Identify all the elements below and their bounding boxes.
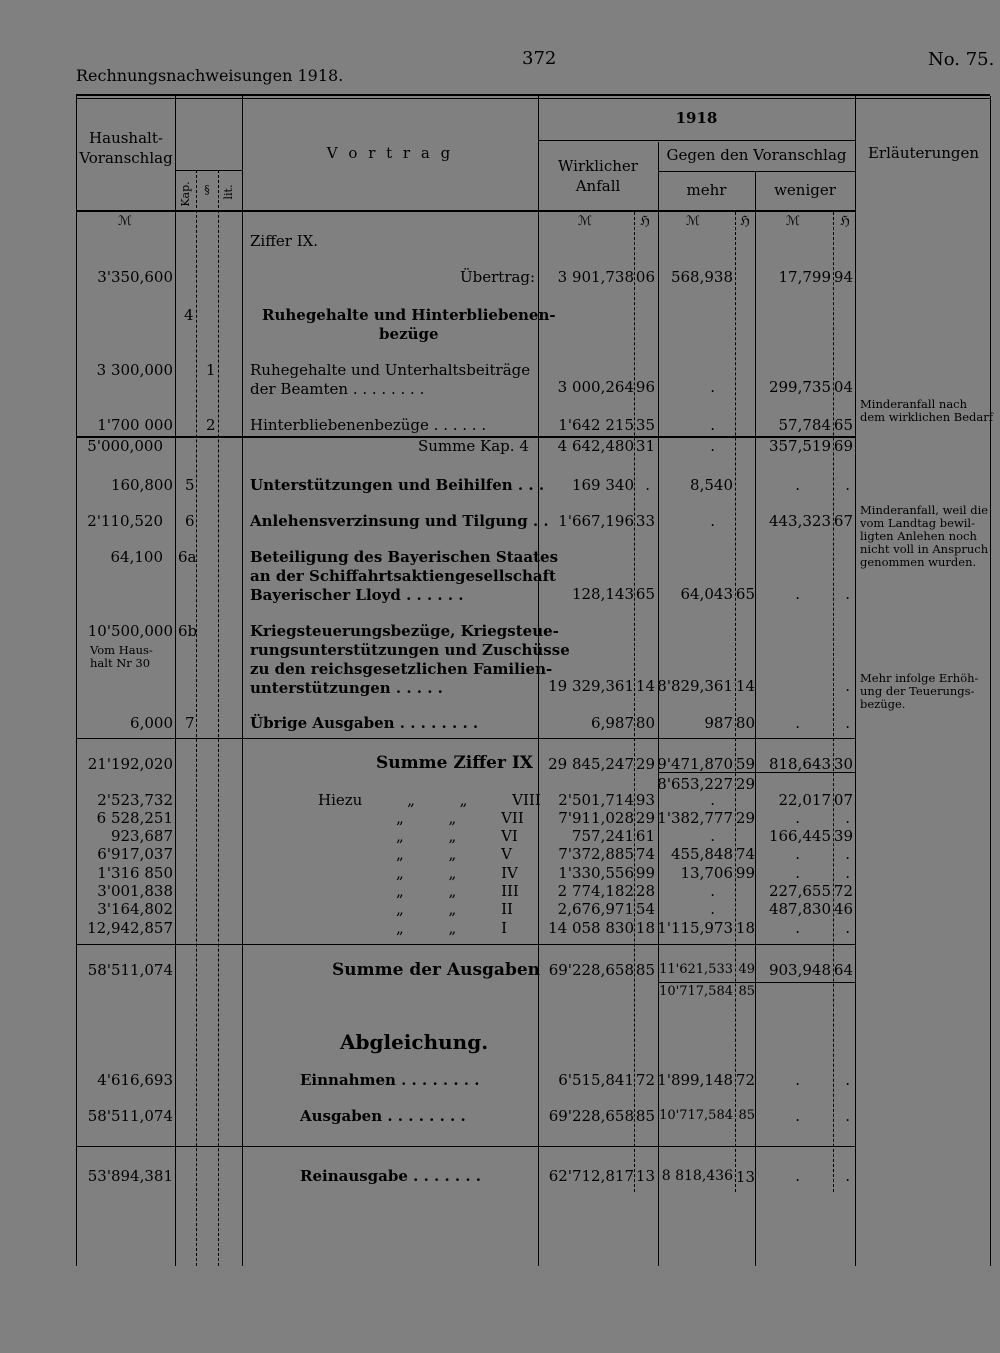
row-einnahmen-wap: 72 [635, 1071, 655, 1089]
row-ii-wap: 54 [635, 900, 655, 918]
document-number: No. 75. [928, 49, 995, 70]
row-ruhe2-par: 2 [206, 416, 216, 434]
row-reinausgabe-wap: 13 [635, 1167, 655, 1185]
row-ruhe-head-kap: 4 [184, 306, 194, 324]
row-summe-ausgaben-text: Summe der Ausgaben [332, 960, 541, 980]
row-ruhe2-mehr: . [710, 416, 715, 434]
row-reinausgabe-mehr: 8 818,436 [661, 1168, 733, 1184]
row-iv-wap: 99 [635, 864, 655, 882]
col-head-mehr: mehr [686, 181, 727, 199]
row-summe-ix-hv: 21'192,020 [87, 755, 173, 773]
row-i-wen: . [795, 919, 800, 937]
row-i-hv: 12,942,857 [87, 919, 173, 937]
row-iv-hv: 1'316 850 [97, 864, 173, 882]
unit-mark-mehr: ℳ [686, 214, 700, 229]
row-kriegs-text: Kriegsteuerungsbezüge, Kriegsteue- rungsunterstützungen und Zuschüsse zu den reichsgesetzlichen Familien- unterstützungen . . . . . [250, 622, 570, 697]
note-minderanfall-anlehen: Minderanfall, weil die vom Landtag bewil- ligten Anlehen noch nicht voll in Anspruch genommen wurden. [860, 503, 989, 569]
row-ausgaben-wen: . [795, 1107, 800, 1125]
col-sep-wa [658, 142, 659, 1266]
row-ruhe2-text: Hinterbliebenenbezüge . . . . . . [250, 416, 487, 434]
row-vii-mehrp: 29 [735, 809, 755, 827]
row-uebrige-mehr: 987 [704, 714, 733, 732]
row-viii-wa: 2'501,714 [558, 791, 634, 809]
row-summe-ix-wenp: 30 [833, 755, 853, 773]
row-kriegs-kap: 6b [178, 622, 198, 640]
row-ruhe1-hv: 3 300,000 [96, 361, 173, 379]
row-i-wa: 14 058 830 [548, 919, 634, 937]
row-iv-text: „ „ IV [396, 864, 518, 882]
row-beteiligung-mehrp: 65 [735, 585, 755, 603]
row-kriegs-wap: 14 [635, 677, 655, 695]
row-uebrige-kap: 7 [185, 714, 195, 732]
row-iii-hv: 3'001,838 [97, 882, 173, 900]
abgleichung-heading: Abgleichung. [340, 1030, 489, 1054]
row-ziffer-text: Ziffer IX. [250, 232, 319, 250]
row-beteiligung-kap: 6a [178, 548, 197, 566]
row-vi-wap: 61 [635, 827, 655, 845]
row-uebertrag-mehr: 568,938 [670, 268, 733, 286]
row-uebertrag-wenp: 94 [833, 268, 853, 286]
row-kriegs-wen: . [845, 677, 850, 695]
header-rule-gegen [658, 171, 855, 172]
row-summe-kap4-wa: 4 642,480 [557, 437, 634, 455]
row-reinausgabe-wen: . [795, 1167, 800, 1185]
row-summe-ix-mehr2: 8'653,227 [657, 775, 733, 793]
summe-ausgaben-rule [658, 982, 855, 983]
row-summe-ausgaben-hv: 58'511,074 [87, 961, 173, 979]
row-vii-hv: 6 528,251 [96, 809, 173, 827]
row-iv-mehr: 13,706 [680, 864, 733, 882]
row-ii-wen: 487,830 [768, 900, 831, 918]
row-reinausgabe-wenp: . [845, 1167, 850, 1185]
row-summe-ix-mehrp: 59 [735, 755, 755, 773]
row-vii-text: „ „ VII [396, 809, 524, 827]
top-rule-2 [76, 98, 990, 99]
row-summe-ix-mehr: 9'471,870 [657, 755, 733, 773]
col-head-erlaeuterungen: Erläuterungen [867, 144, 980, 162]
header-rule-kap [175, 170, 242, 171]
row-summe-ausgaben-wen: 903,948 [768, 961, 831, 979]
row-ruhe1-text: Ruhegehalte und Unterhaltsbeiträge der Beamten . . . . . . . . [250, 361, 531, 398]
row-uebertrag-wap: 06 [635, 268, 655, 286]
col-sep-lit [242, 96, 243, 1266]
row-summe-kap4-wap: 31 [635, 437, 655, 455]
row-ruhe1-par: 1 [206, 361, 216, 379]
row-beteiligung-text: Beteiligung des Bayerischen Staates an der Schiffahrtsaktiengesellschaft Bayerischer Lloyd . . . . . . [250, 548, 559, 604]
row-vi-text: „ „ VI [396, 827, 518, 845]
pf-sep-wa [634, 212, 635, 1192]
row-summe-ix-text: Summe Ziffer IX [376, 753, 534, 773]
row-vi-wenp: 39 [833, 827, 853, 845]
col-head-gegen: Gegen den Voranschlag [666, 146, 847, 164]
unit-pf-wa: ℌ [640, 214, 650, 229]
row-ausgaben-wa: 69'228,658 [548, 1107, 634, 1125]
row-vi-mehr: . [710, 827, 715, 845]
note-minderanfall-bedarf: Minderanfall nach dem wirklichen Bedarf [860, 397, 994, 424]
row-unterst-mehr: 8,540 [690, 476, 733, 494]
row-iii-wa: 2 774,182 [557, 882, 634, 900]
row-kriegs-hv: 10'500,000 [87, 622, 173, 640]
row-ruhe1-wen: 299,735 [768, 378, 831, 396]
unit-mark-hv: ℳ [118, 214, 132, 229]
row-v-wa: 7'372,885 [558, 845, 634, 863]
row-v-wen: . [795, 845, 800, 863]
row-unterst-hv: 160,800 [110, 476, 173, 494]
row-summe-ausgaben-mehr2p: 85 [738, 984, 755, 999]
row-anlehen-wen: 443,323 [768, 512, 831, 530]
row-viii-mehr: . [710, 791, 715, 809]
section-rule [76, 738, 855, 739]
row-summe-ix-mehr2p: 29 [735, 775, 755, 793]
row-unterst-kap: 5 [185, 476, 195, 494]
row-i-mehr: 1'115,973 [657, 919, 733, 937]
row-summe-ausgaben-mehr2: 10'717,584 [659, 984, 733, 999]
abgleichung-rule [76, 1146, 855, 1147]
row-ausgaben-hv: 58'511,074 [87, 1107, 173, 1125]
document-title: Rechnungsnachweisungen 1918. [76, 66, 344, 85]
row-anlehen-kap: 6 [185, 512, 195, 530]
row-iv-wenp: . [845, 864, 850, 882]
row-uebertrag-text: Übertrag: [460, 268, 536, 286]
row-ausgaben-wenp: . [845, 1107, 850, 1125]
note-mehr-teuerung: Mehr infolge Erhöh- ung der Teuerungs- bezüge. [860, 671, 979, 711]
row-uebertrag-hv: 3'350,600 [97, 268, 173, 286]
row-ruhe2-wap: 35 [635, 416, 655, 434]
row-kriegs-wa: 19 329,361 [548, 677, 634, 695]
frame-left [76, 96, 77, 1266]
row-beteiligung-wap: 65 [635, 585, 655, 603]
row-i-text: „ „ I [396, 919, 508, 937]
row-iii-mehr: . [710, 882, 715, 900]
header-rule-year [538, 140, 855, 141]
row-summe-ix-wen: 818,643 [768, 755, 831, 773]
row-reinausgabe-text: Reinausgabe . . . . . . . [300, 1167, 482, 1185]
col-head-year: 1918 [675, 109, 718, 127]
row-ruhe1-wap: 96 [635, 378, 655, 396]
row-summe-kap4-mehr: . [710, 437, 715, 455]
unit-pf-wen: ℌ [840, 214, 850, 229]
unit-mark-wen: ℳ [786, 214, 800, 229]
row-viii-wenp: 07 [833, 791, 853, 809]
row-v-hv: 6'917,037 [97, 845, 173, 863]
row-ii-wenp: 46 [833, 900, 853, 918]
row-viii-wen: 22,017 [778, 791, 831, 809]
row-unterst-wap: . [645, 476, 650, 494]
row-anlehen-wap: 33 [635, 512, 655, 530]
row-einnahmen-wen: . [795, 1071, 800, 1089]
row-vi-wa: 757,241 [571, 827, 634, 845]
row-ruhe-head-text: Ruhegehalte und Hinterbliebenen- bezüge [262, 306, 556, 343]
row-summe-ausgaben-wenp: 64 [833, 961, 853, 979]
row-ii-hv: 3'164,802 [97, 900, 173, 918]
row-uebrige-mehrp: 80 [735, 714, 755, 732]
row-iv-wa: 1'330,556 [558, 864, 634, 882]
col-head-kap: Kap. [179, 181, 192, 207]
col-head-haushalt: Haushalt- Voranschlag [79, 129, 173, 167]
row-einnahmen-wa: 6'515,841 [558, 1071, 634, 1089]
row-vi-hv: 923,687 [110, 827, 173, 845]
row-ruhe1-wenp: 04 [833, 378, 853, 396]
row-summe-ausgaben-mehr: 11'621,533 [659, 962, 733, 977]
row-ii-wa: 2,676,971 [557, 900, 634, 918]
row-kriegs-mehrp: 14 [735, 677, 755, 695]
row-ruhe2-wen: 57,784 [778, 416, 831, 434]
row-vii-wap: 29 [635, 809, 655, 827]
row-summe-ausgaben-mehrp: 49 [738, 962, 755, 977]
row-summe-ausgaben-wa: 69'228,658 [548, 961, 634, 979]
row-ruhe2-hv: 1'700 000 [97, 416, 173, 434]
row-reinausgabe-hv: 53'894,381 [87, 1167, 173, 1185]
row-unterst-wenp: . [845, 476, 850, 494]
row-unterst-wen: . [795, 476, 800, 494]
row-ruhe2-wenp: 65 [833, 416, 853, 434]
row-iv-mehrp: 99 [735, 864, 755, 882]
row-beteiligung-hv: 64,100 [110, 548, 163, 566]
col-head-wirklicher: Wirklicher Anfall [558, 157, 638, 195]
row-vii-wa: 7'911,028 [558, 809, 634, 827]
row-beteiligung-wenp: . [845, 585, 850, 603]
col-head-par: § [204, 183, 210, 196]
row-vii-wenp: . [845, 809, 850, 827]
row-anlehen-wa: 1'667,196 [558, 512, 634, 530]
row-uebrige-wenp: . [845, 714, 850, 732]
row-uebrige-text: Übrige Ausgaben . . . . . . . . [250, 714, 479, 732]
col-sep-par [218, 170, 219, 1266]
row-uebrige-wap: 80 [635, 714, 655, 732]
row-v-mehr: 455,848 [670, 845, 733, 863]
unit-mark-wa: ℳ [578, 214, 592, 229]
row-vi-wen: 166,445 [768, 827, 831, 845]
unit-pf-mehr: ℌ [740, 214, 750, 229]
row-v-wap: 74 [635, 845, 655, 863]
top-rule [76, 94, 990, 96]
row-ii-mehr: . [710, 900, 715, 918]
row-beteiligung-wen: . [795, 585, 800, 603]
row-kriegs-hvnote: Vom Haus- halt Nr 30 [90, 643, 153, 670]
col-sep-erl [855, 96, 856, 1266]
row-einnahmen-hv: 4'616,693 [97, 1071, 173, 1089]
row-uebrige-wen: . [795, 714, 800, 732]
row-summe-kap4-hv: 5'000,000 [87, 437, 163, 455]
row-uebrige-wa: 6,987 [591, 714, 634, 732]
row-iii-text: „ „ III [396, 882, 519, 900]
row-v-text: „ „ V [396, 845, 512, 863]
row-einnahmen-text: Einnahmen . . . . . . . . [300, 1071, 480, 1089]
row-beteiligung-mehr: 64,043 [680, 585, 733, 603]
row-summe-kap4-wen: 357,519 [768, 437, 831, 455]
row-viii-wap: 93 [635, 791, 655, 809]
row-einnahmen-mehr: 1'899,148 [657, 1071, 733, 1089]
row-kriegs-mehr: 8'829,361 [657, 677, 733, 695]
frame-right [990, 96, 991, 1266]
row-i-mehrp: 18 [735, 919, 755, 937]
row-anlehen-mehr: . [710, 512, 715, 530]
col-sep-kap [196, 170, 197, 1266]
row-v-wenp: . [845, 845, 850, 863]
row-viii-text: Hiezu „ „ VIII [318, 791, 541, 809]
row-summe-kap4-wenp: 69 [833, 437, 853, 455]
row-ii-text: „ „ II [396, 900, 513, 918]
row-vii-wen: . [795, 809, 800, 827]
row-summe-ix-wap: 29 [635, 755, 655, 773]
row-i-wap: 18 [635, 919, 655, 937]
row-beteiligung-wa: 128,143 [571, 585, 634, 603]
row-vii-mehr: 1'382,777 [657, 809, 733, 827]
row-summe-ausgaben-wap: 85 [635, 961, 655, 979]
col-head-vortrag: V o r t r a g [326, 144, 454, 162]
row-ausgaben-wap: 85 [635, 1107, 655, 1125]
row-uebrige-hv: 6,000 [130, 714, 173, 732]
row-ruhe1-wa: 3 000,264 [557, 378, 634, 396]
row-viii-hv: 2'523,732 [97, 791, 173, 809]
page-number: 372 [522, 48, 557, 69]
row-uebertrag-wa: 3 901,738 [557, 268, 634, 286]
row-ruhe2-wa: 1'642 215 [558, 416, 634, 434]
row-i-wenp: . [845, 919, 850, 937]
row-uebertrag-wen: 17,799 [778, 268, 831, 286]
row-ruhe1-mehr: . [710, 378, 715, 396]
row-reinausgabe-wa: 62'712,817 [548, 1167, 634, 1185]
row-anlehen-text: Anlehensverzinsung und Tilgung . . [250, 512, 549, 530]
row-anlehen-hv: 2'110,520 [87, 512, 163, 530]
row-iii-wen: 227,655 [768, 882, 831, 900]
pf-sep-mehr [735, 212, 736, 1192]
row-anlehen-wenp: 67 [833, 512, 853, 530]
row-ausgaben-mehr: 10'717,584 [659, 1108, 733, 1123]
ausgaben-rule [76, 944, 855, 945]
row-unterst-text: Unterstützungen und Beihilfen . . . [250, 476, 545, 494]
row-unterst-wa: 169 340 [571, 476, 634, 494]
col-sep-mehr [755, 172, 756, 1266]
row-einnahmen-wenp: . [845, 1071, 850, 1089]
row-einnahmen-mehrp: 72 [735, 1071, 755, 1089]
col-sep-hv [175, 96, 176, 1266]
row-iii-wenp: 72 [833, 882, 853, 900]
row-reinausgabe-mehrp: 13 [735, 1168, 755, 1186]
row-summe-ix-wa: 29 845,247 [548, 755, 634, 773]
col-head-weniger: weniger [774, 181, 836, 199]
row-summe-kap4-text: Summe Kap. 4 [418, 437, 529, 455]
row-ausgaben-text: Ausgaben . . . . . . . . [300, 1107, 466, 1125]
row-iii-wap: 28 [635, 882, 655, 900]
col-head-lit: lit. [222, 184, 235, 200]
pf-sep-wen [833, 212, 834, 1192]
row-v-mehrp: 74 [735, 845, 755, 863]
row-ausgaben-mehrp: 85 [738, 1108, 755, 1123]
row-iv-wen: . [795, 864, 800, 882]
